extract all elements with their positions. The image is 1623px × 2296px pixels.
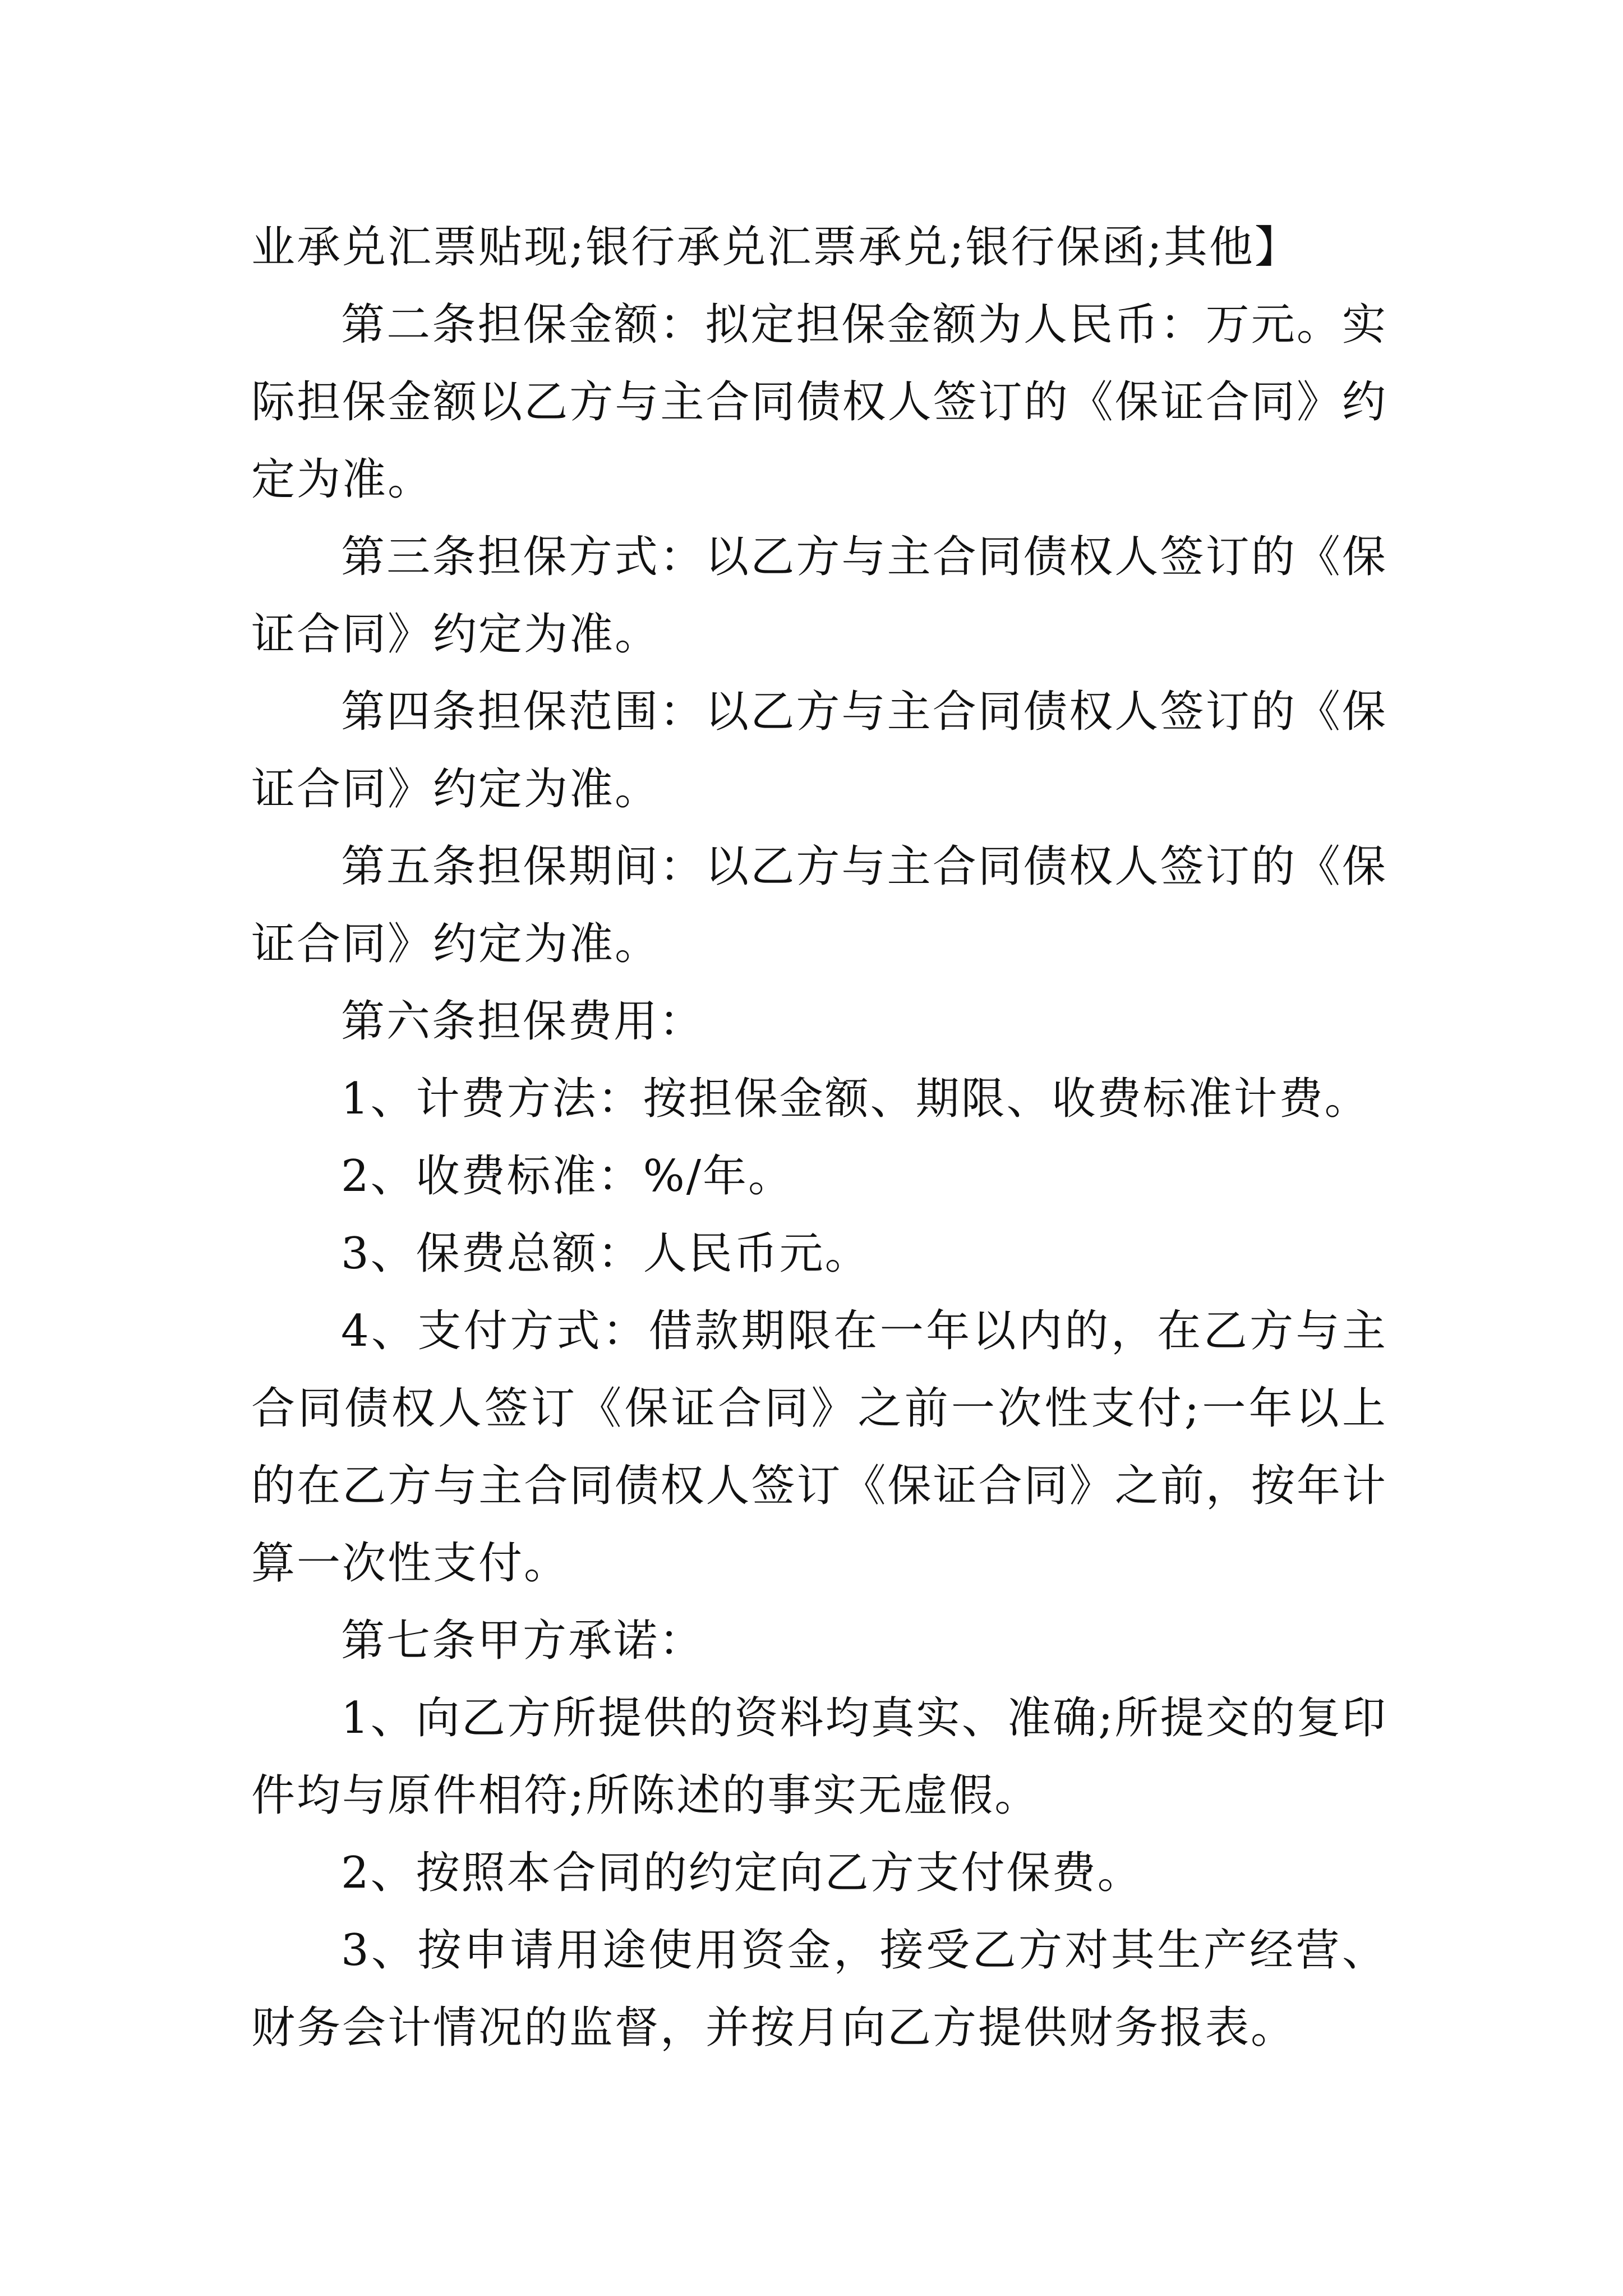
paragraph-article-2-amount: 第二条担保金额：拟定担保金额为人民币：万元。实际担保金额以乙方与主合同债权人签订的《保证合同》约定为准。 <box>251 300 1387 505</box>
paragraph-article-6-fees: 第六条担保费用： <box>341 996 705 1047</box>
paragraph-fee-method: 1、计费方法：按担保金额、期限、收费标准计费。 <box>341 1074 1370 1124</box>
paragraph-article-5-period: 第五条担保期间：以乙方与主合同债权人签订的《保证合同》约定为准。 <box>251 841 1387 969</box>
paragraph-commitment-1: 1、向乙方所提供的资料均真实、准确;所提交的复印件均与原件相符;所陈述的事实无虚假。 <box>251 1693 1387 1821</box>
document-body <box>251 209 1387 2067</box>
paragraph-payment-method: 4、支付方式：借款期限在一年以内的，在乙方与主合同债权人签订《保证合同》之前一次性支付;一年以上的在乙方与主合同债权人签订《保证合同》之前，按年计算一次性支付。 <box>251 1306 1387 1589</box>
paragraph-article-4-scope: 第四条担保范围：以乙方与主合同债权人签订的《保证合同》约定为准。 <box>251 687 1387 815</box>
paragraph-commitment-2: 2、按照本合同的约定向乙方支付保费。 <box>341 1848 1143 1898</box>
paragraph-fee-total: 3、保费总额：人民币元。 <box>341 1228 870 1279</box>
paragraph-fee-rate: 2、收费标准：%/年。 <box>341 1151 794 1202</box>
paragraph-continuation: 业承兑汇票贴现;银行承兑汇票承兑;银行保函;其他】 <box>251 222 1300 273</box>
paragraph-article-7-commitments: 第七条甲方承诺： <box>341 1616 705 1666</box>
paragraph-commitment-3: 3、按申请用途使用资金，接受乙方对其生产经营、财务会计情况的监督，并按月向乙方提供财务报表。 <box>251 1925 1387 2053</box>
paragraph-article-3-method: 第三条担保方式：以乙方与主合同债权人签订的《保证合同》约定为准。 <box>251 532 1387 660</box>
